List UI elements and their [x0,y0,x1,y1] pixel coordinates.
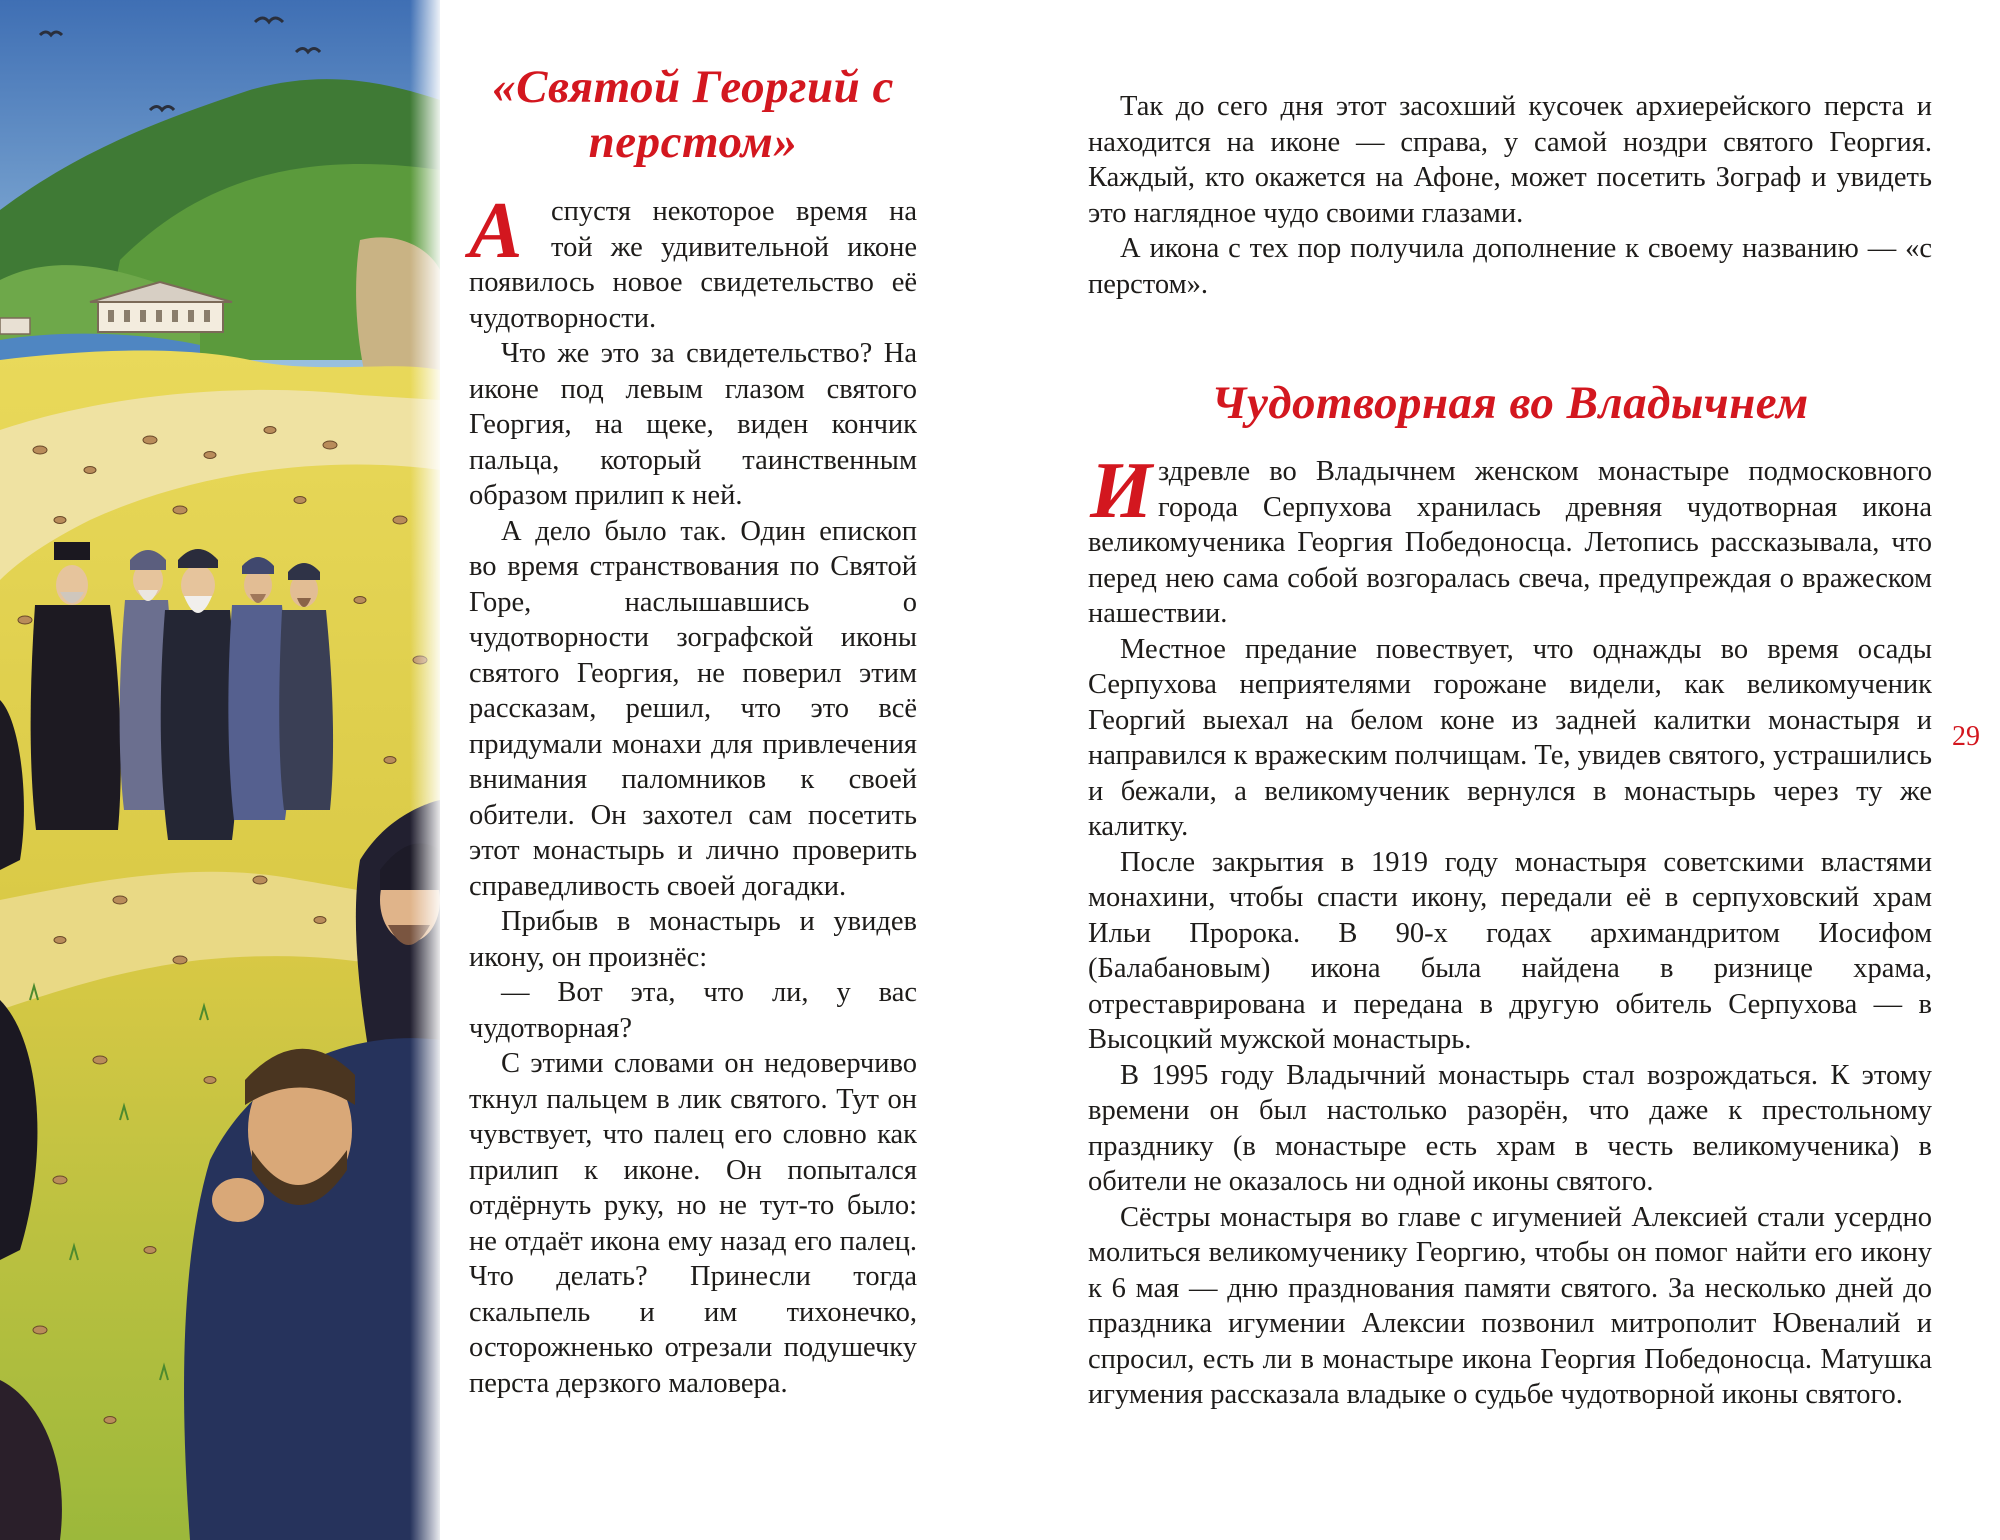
paragraph: А дело было так. Один епископ во время странствования по Святой Горе, наслышавшись о чудотворности зографской иконы святого Георгия, не поверил этим рассказам, решил, что это всё придумали монахи для привлечения внимания паломников к своей обители. Он захотел сам посетить этот монастырь и лично проверить справедливость своей догадки. [469,515,917,902]
drop-cap: А [469,187,523,275]
paragraph-text: спустя некоторое время на той же удивительной иконе появилось новое свидетельство её чудотворности. [469,196,917,334]
section-title: Чудотворная во Владычнем [1211,377,1809,429]
monks-on-athos-illustration [0,0,440,1540]
right-text-column [1088,89,1932,1413]
paragraph: А икона с тех пор получила дополнение к своему названию — «с перстом». [1088,233,1932,300]
section-title: «Святой Георгий с перстом» [492,61,894,168]
left-text-column [469,60,917,1401]
paragraph-text: здревле во Владычнем женском монастыре подмосковного города Серпухова хранилась древняя чудотворная икона великомученика Георгия Победоносца. Летопись рассказывала, что перед нею сама собой возгоралась свеча, предупреждая о вражеском нашествии. [1088,456,1932,629]
paragraph: Прибыв в монастырь и увидев икону, он произнёс: [469,906,917,973]
paragraph: Сёстры монастыря во главе с игуменией Алексией стали усердно молиться великомученику Георгию, чтобы он помог найти его икону к 6 мая — дню празднования памяти святого. За несколько дней до праздника игумении Алексии позвонил митрополит Ювеналий и спросил, есть ли в монастыре икона Георгия Победоносца. Матушка игумения рассказала владыке о судьбе чудотворной иконы святого. [1088,1201,1932,1410]
paragraph: — Вот эта, что ли, у вас чудотворная? [469,977,917,1044]
paragraph: С этими словами он недоверчиво ткнул пальцем в лик святого. Тут он чувствует, что палец его словно как прилип к иконе. Он попытался отдёрнуть руку, но не тут-то было: не отдаёт икона ему назад его палец. Что делать? Принесли тогда скальпель и им тихонечко, осторожненько отрезали подушечку перста дерзкого маловера. [469,1048,917,1399]
page-number: 29 [1952,721,1980,752]
paragraph: В 1995 году Владычний монастырь стал возрождаться. К этому времени он был настолько разорён, что даже к престольному празднику (в монастыре есть храм в честь великомученика) в обители не оказалось ни одной иконы святого. [1088,1059,1932,1197]
paragraph: Так до сего дня этот засохший кусочек архиерейского перста и находится на иконе — справа, у самой ноздри святого Георгия. Каждый, кто окажется на Афоне, может посетить Зограф и увидеть это наглядное чудо своими глазами. [1088,91,1932,229]
paragraph [1088,447,1932,632]
paragraph: После закрытия в 1919 году монастыря советскими властями монахини, чтобы спасти икону, передали её в серпуховский храм Ильи Пророка. В 90-х годах архимандритом Иосифом (Балабановым) икона была найдена в ризнице храма, отреставрирована и передана в другую обитель Серпухова — в Высоцкий мужской монастырь. [1088,846,1932,1055]
paragraph: Что же это за свидетельство? На иконе под левым глазом святого Георгия, на щеке, виден кончик пальца, который таинственным образом прилип к ней. [469,338,917,511]
paragraph: Местное предание повествует, что однажды во время осады Серпухова неприятелями горожане видели, как великомученик Георгий выехал на белом коне из задней калитки монастыря и направился к вражеским полчищам. Те, увидев святого, устрашились и бежали, а великомученик вернулся в монастырь через ту же калитку. [1088,633,1932,842]
drop-cap: И [1090,447,1153,535]
paragraph [469,187,917,336]
